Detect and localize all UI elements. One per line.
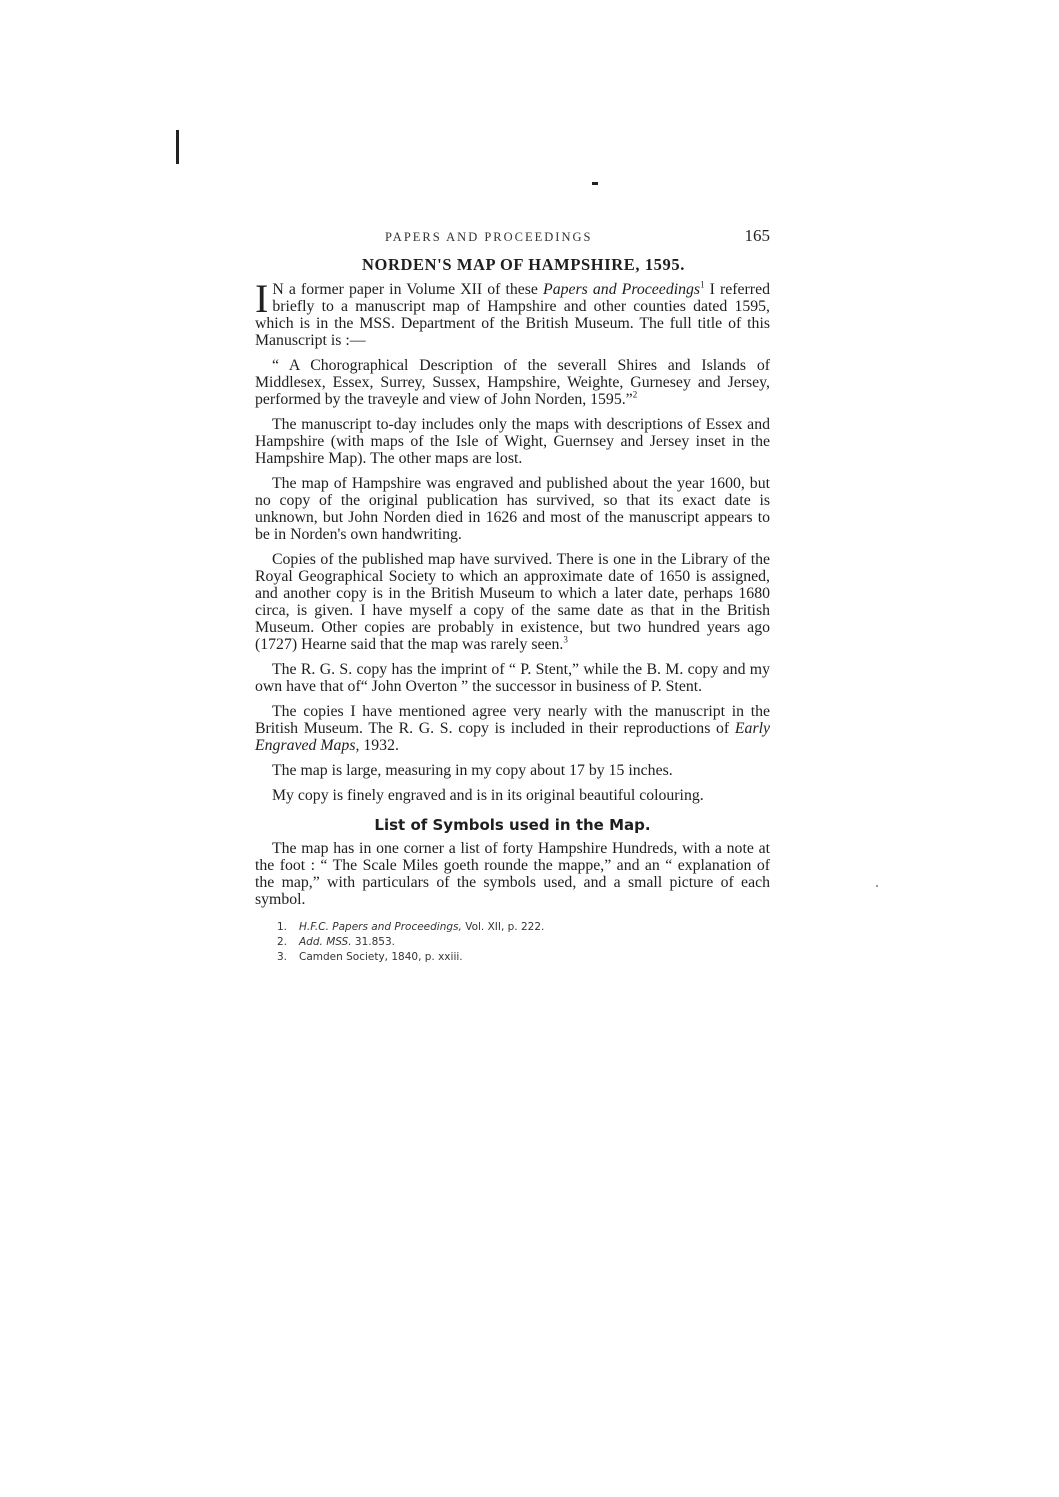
paragraph-5 [255,551,770,653]
footnotes [255,920,770,965]
paragraph-1 [255,276,770,349]
footnote-ref-3: 3 [563,634,568,645]
ink-smudge [592,182,598,185]
p7-end: 1932. [359,737,399,754]
footnote-ref-2: 2 [632,389,638,400]
footnote-number: 3. [277,951,288,963]
footnote-number: 2. [277,936,288,948]
paragraph-3: The manuscript to-day includes only the maps with descriptions of Essex and Hampshire (with maps of the Isle of Wight, Guernsey and Jersey inset in the Hampshire Map). The other maps are lost. [255,416,770,467]
document-page [255,222,770,965]
footnote [277,950,770,965]
footnote-text: Vol. XII, p. 222. [461,921,545,933]
article-title: NORDEN'S MAP OF HAMPSHIRE, 1595. [362,255,685,274]
running-head [255,222,770,254]
paragraph-2 [255,357,770,408]
footnote-italic: Add. MSS. [299,936,352,948]
paragraph-6: The R. G. S. copy has the imprint of “ P. Stent,” while the B. M. copy and my own have that of“ John Overton ” the successor in business of P. Stent. [255,661,770,695]
paragraph-8: The map is large, measuring in my copy about 17 by 15 inches. [272,762,673,779]
paragraph-7 [255,703,770,754]
page-number: 165 [744,226,770,245]
ink-speck [876,885,878,887]
margin-mark [176,130,179,164]
footnote [277,935,770,950]
p5-text: Copies of the published map have survived. There is one in the Library of the Royal Geographical Society to which an approximate date of 1650 is assigned, and another copy is in the British Museum to which a later date, perhaps 1680 circa, is given. I have myself a copy of the same date as that in the British Museum. Other copies are probably in existence, but two hundred years ago (1727) Hearne said that the map was rarely seen. [255,551,770,653]
section-heading: List of Symbols used in the Map. [374,816,651,834]
footnote-text: 31.853. [351,936,395,948]
paragraph-4: The map of Hampshire was engraved and published about the year 1600, but no copy of the original publication has survived, so that its exact date is unknown, but John Norden died in 1626 and most of the manuscript appears to be in Norden's own handwriting. [255,475,770,543]
paragraph-9: My copy is finely engraved and is in its original beautiful colouring. [272,787,704,804]
p7-text: The copies I have mentioned agree very nearly with the manuscript in the British Museum. The R. G. S. copy is included in their reproductions of [255,703,770,737]
paragraph-10: The map has in one corner a list of forty Hampshire Hundreds, with a note at the foot : “ The Scale Miles goeth rounde the mappe,” and an “ explanation of the map,” with particulars of the symbols used, and a small picture of each symbol. [255,840,770,908]
p1-text-a: N a former paper in Volume XII of these [272,281,544,298]
p2-text: “ A Chorographical Description of the severall Shires and Islands of Middlesex, Essex, Surrey, Sussex, Hampshire, Weighte, Gurnesey and Jersey, performed by the traveyle and view of John Norden, 1595.” [255,357,770,408]
p1-text-b: I referred briefly to a manuscript map of Hampshire and other counties dated 1595, which is in the MSS. Department of the British Museum. The full title of this Manuscript is :— [255,281,770,349]
p7-italic: Early Engraved Maps, [255,720,770,754]
footnote [277,920,770,935]
footnote-ref-1: 1 [700,279,705,290]
p1-italic: Papers and Proceedings [543,281,701,298]
running-title: PAPERS AND PROCEEDINGS [385,230,593,244]
drop-cap: I [255,276,269,321]
footnote-italic: H.F.C. Papers and Proceedings, [299,921,462,933]
footnote-text: Camden Society, 1840, p. xxiii. [299,951,463,963]
footnote-number: 1. [277,921,288,933]
